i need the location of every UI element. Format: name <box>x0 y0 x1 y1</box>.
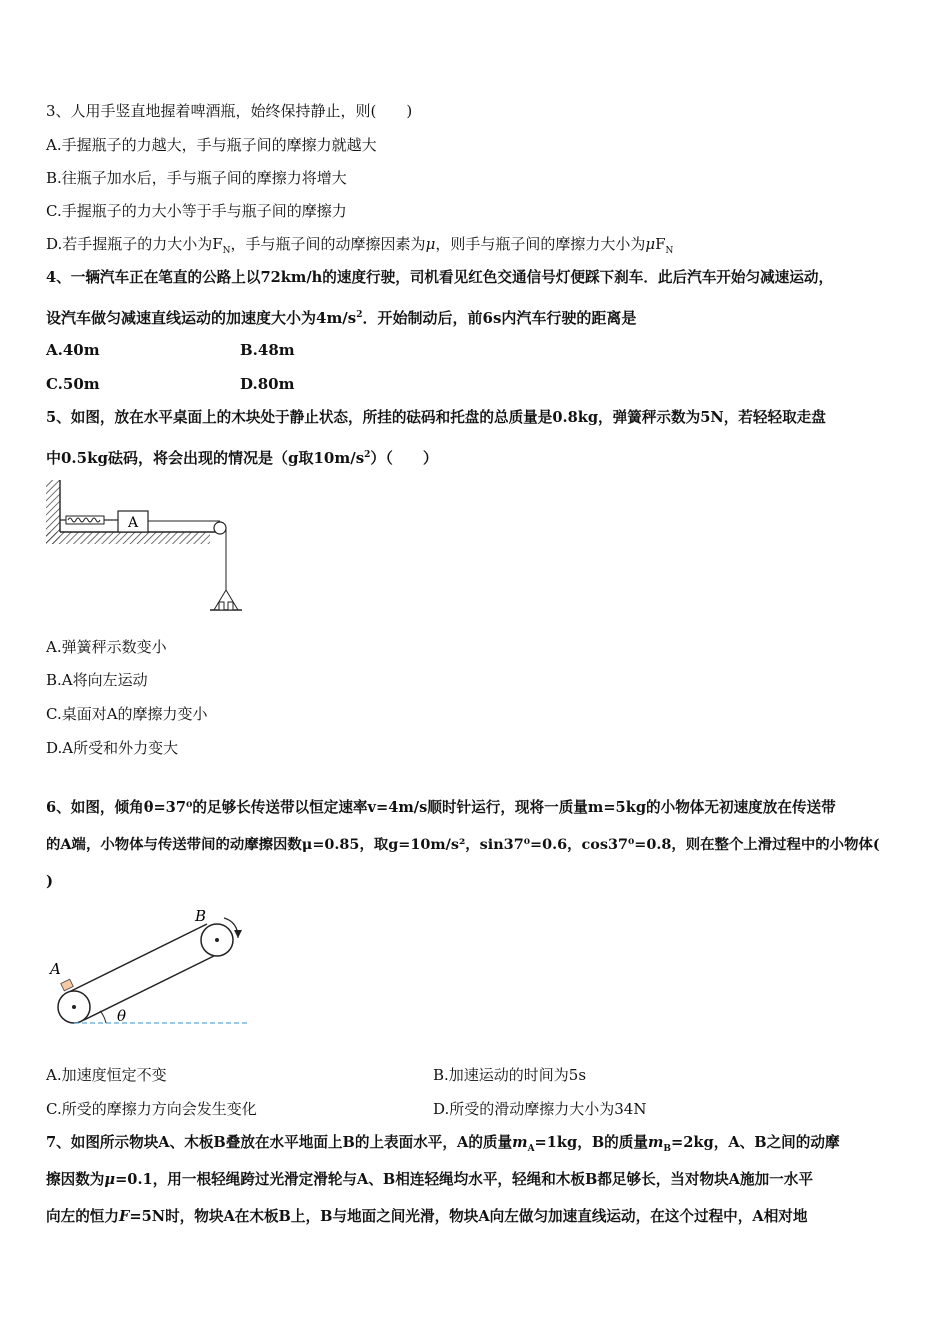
q4-stem-line1: 4、一辆汽车正在笔直的公路上以72km/h的速度行驶，司机看见红色交通信号灯便踩下刹车．此后汽车开始匀减速运动， <box>46 269 834 286</box>
spring-scale <box>60 516 118 524</box>
q7-stem-line2: 擦因数为μ=0.1，用一根轻绳跨过光滑定滑轮与A、B相连轻绳均水平，轻绳和木板B都足够长，当对物块A施加一水平 <box>46 1171 813 1188</box>
small-object <box>61 979 73 991</box>
label-b: B <box>195 907 207 925</box>
belt-top <box>67 924 207 993</box>
q4-option-a: A.40m <box>46 341 100 359</box>
q4-option-c: C.50m <box>46 375 100 393</box>
q6-option-c: C.所受的摩擦力方向会发生变化 <box>46 1100 257 1118</box>
q5-option-a: A.弹簧秤示数变小 <box>46 638 167 656</box>
q4-option-b: B.48m <box>240 341 295 359</box>
table-hatching <box>46 532 210 544</box>
q5-stem-line1: 5、如图，放在水平桌面上的木块处于静止状态，所挂的砝码和托盘的总质量是0.8kg，弹簧秤示数为5N，若轻轻取走盘 <box>46 409 826 426</box>
q6-stem-line3: ) <box>46 872 54 890</box>
block-a-label: A <box>127 515 139 531</box>
q6-option-b: B.加速运动的时间为5s <box>433 1066 587 1084</box>
q4-option-d: D.80m <box>240 375 295 393</box>
q5-option-b: B.A将向左运动 <box>46 671 148 689</box>
q6-conveyor-belt-figure <box>44 902 254 1032</box>
q6-option-d: D.所受的滑动摩擦力大小为34N <box>433 1100 647 1118</box>
q6-option-a: A.加速度恒定不变 <box>46 1066 167 1084</box>
belt-bottom <box>84 951 224 1020</box>
q5-stem-line2: 中0.5kg砝码，将会出现的情况是（g取$10m/s^2$）（ ） <box>46 449 438 467</box>
label-a: A <box>50 960 61 978</box>
q7-stem-line3: 向左的恒力F=5N时，物块A在木板B上，B与地面之间光滑，物块A向左做匀加速直线运动，在这个过程中，A相对地 <box>46 1208 808 1225</box>
weight-tray <box>210 590 242 610</box>
q3-stem: 3、人用手竖直地握着啤酒瓶，始终保持静止，则( ) <box>46 102 413 120</box>
q5-spring-block-pulley-figure <box>42 476 247 618</box>
q5-option-c: C.桌面对A的摩擦力变小 <box>46 705 208 723</box>
q7-stem-line1: 7、如图所示物块A、木板B叠放在水平地面上B的上表面水平，A的质量$m_A=1kg$，B的质量$m_B=2kg$，A、B之间的动摩 <box>46 1134 840 1154</box>
q6-stem-line1: 6、如图，倾角θ=37⁰的足够长传送带以恒定速率v=4m/s顺时针运行，现将一质量m=5kg的小物体无初速度放在传送带 <box>46 799 836 816</box>
q3-option-c: C.手握瓶子的力大小等于手与瓶子间的摩擦力 <box>46 202 347 220</box>
q4-stem-line2: 设汽车做匀减速直线运动的加速度大小为$4m/s^2$．开始制动后，前6s内汽车行驶的距离是 <box>46 309 637 327</box>
q3-option-b: B.往瓶子加水后，手与瓶子间的摩擦力将增大 <box>46 169 347 187</box>
label-theta: θ <box>117 1007 127 1025</box>
q5-option-d: D.A所受和外力变大 <box>46 739 179 757</box>
q3-option-a: A.手握瓶子的力越大，手与瓶子间的摩擦力就越大 <box>46 136 377 154</box>
pulley <box>214 522 226 534</box>
q3-option-d: D.若手握瓶子的力大小为$F_N$，手与瓶子间的动摩擦因素为μ，则手与瓶子间的摩擦力大小为$\mu F_N$ <box>46 235 674 256</box>
q6-stem-line2: 的A端，小物体与传送带间的动摩擦因数μ=0.85，取g=10m/s²，sin37⁰=0.6，cos37⁰=0.8，则在整个上滑过程中的小物体( <box>46 836 880 853</box>
